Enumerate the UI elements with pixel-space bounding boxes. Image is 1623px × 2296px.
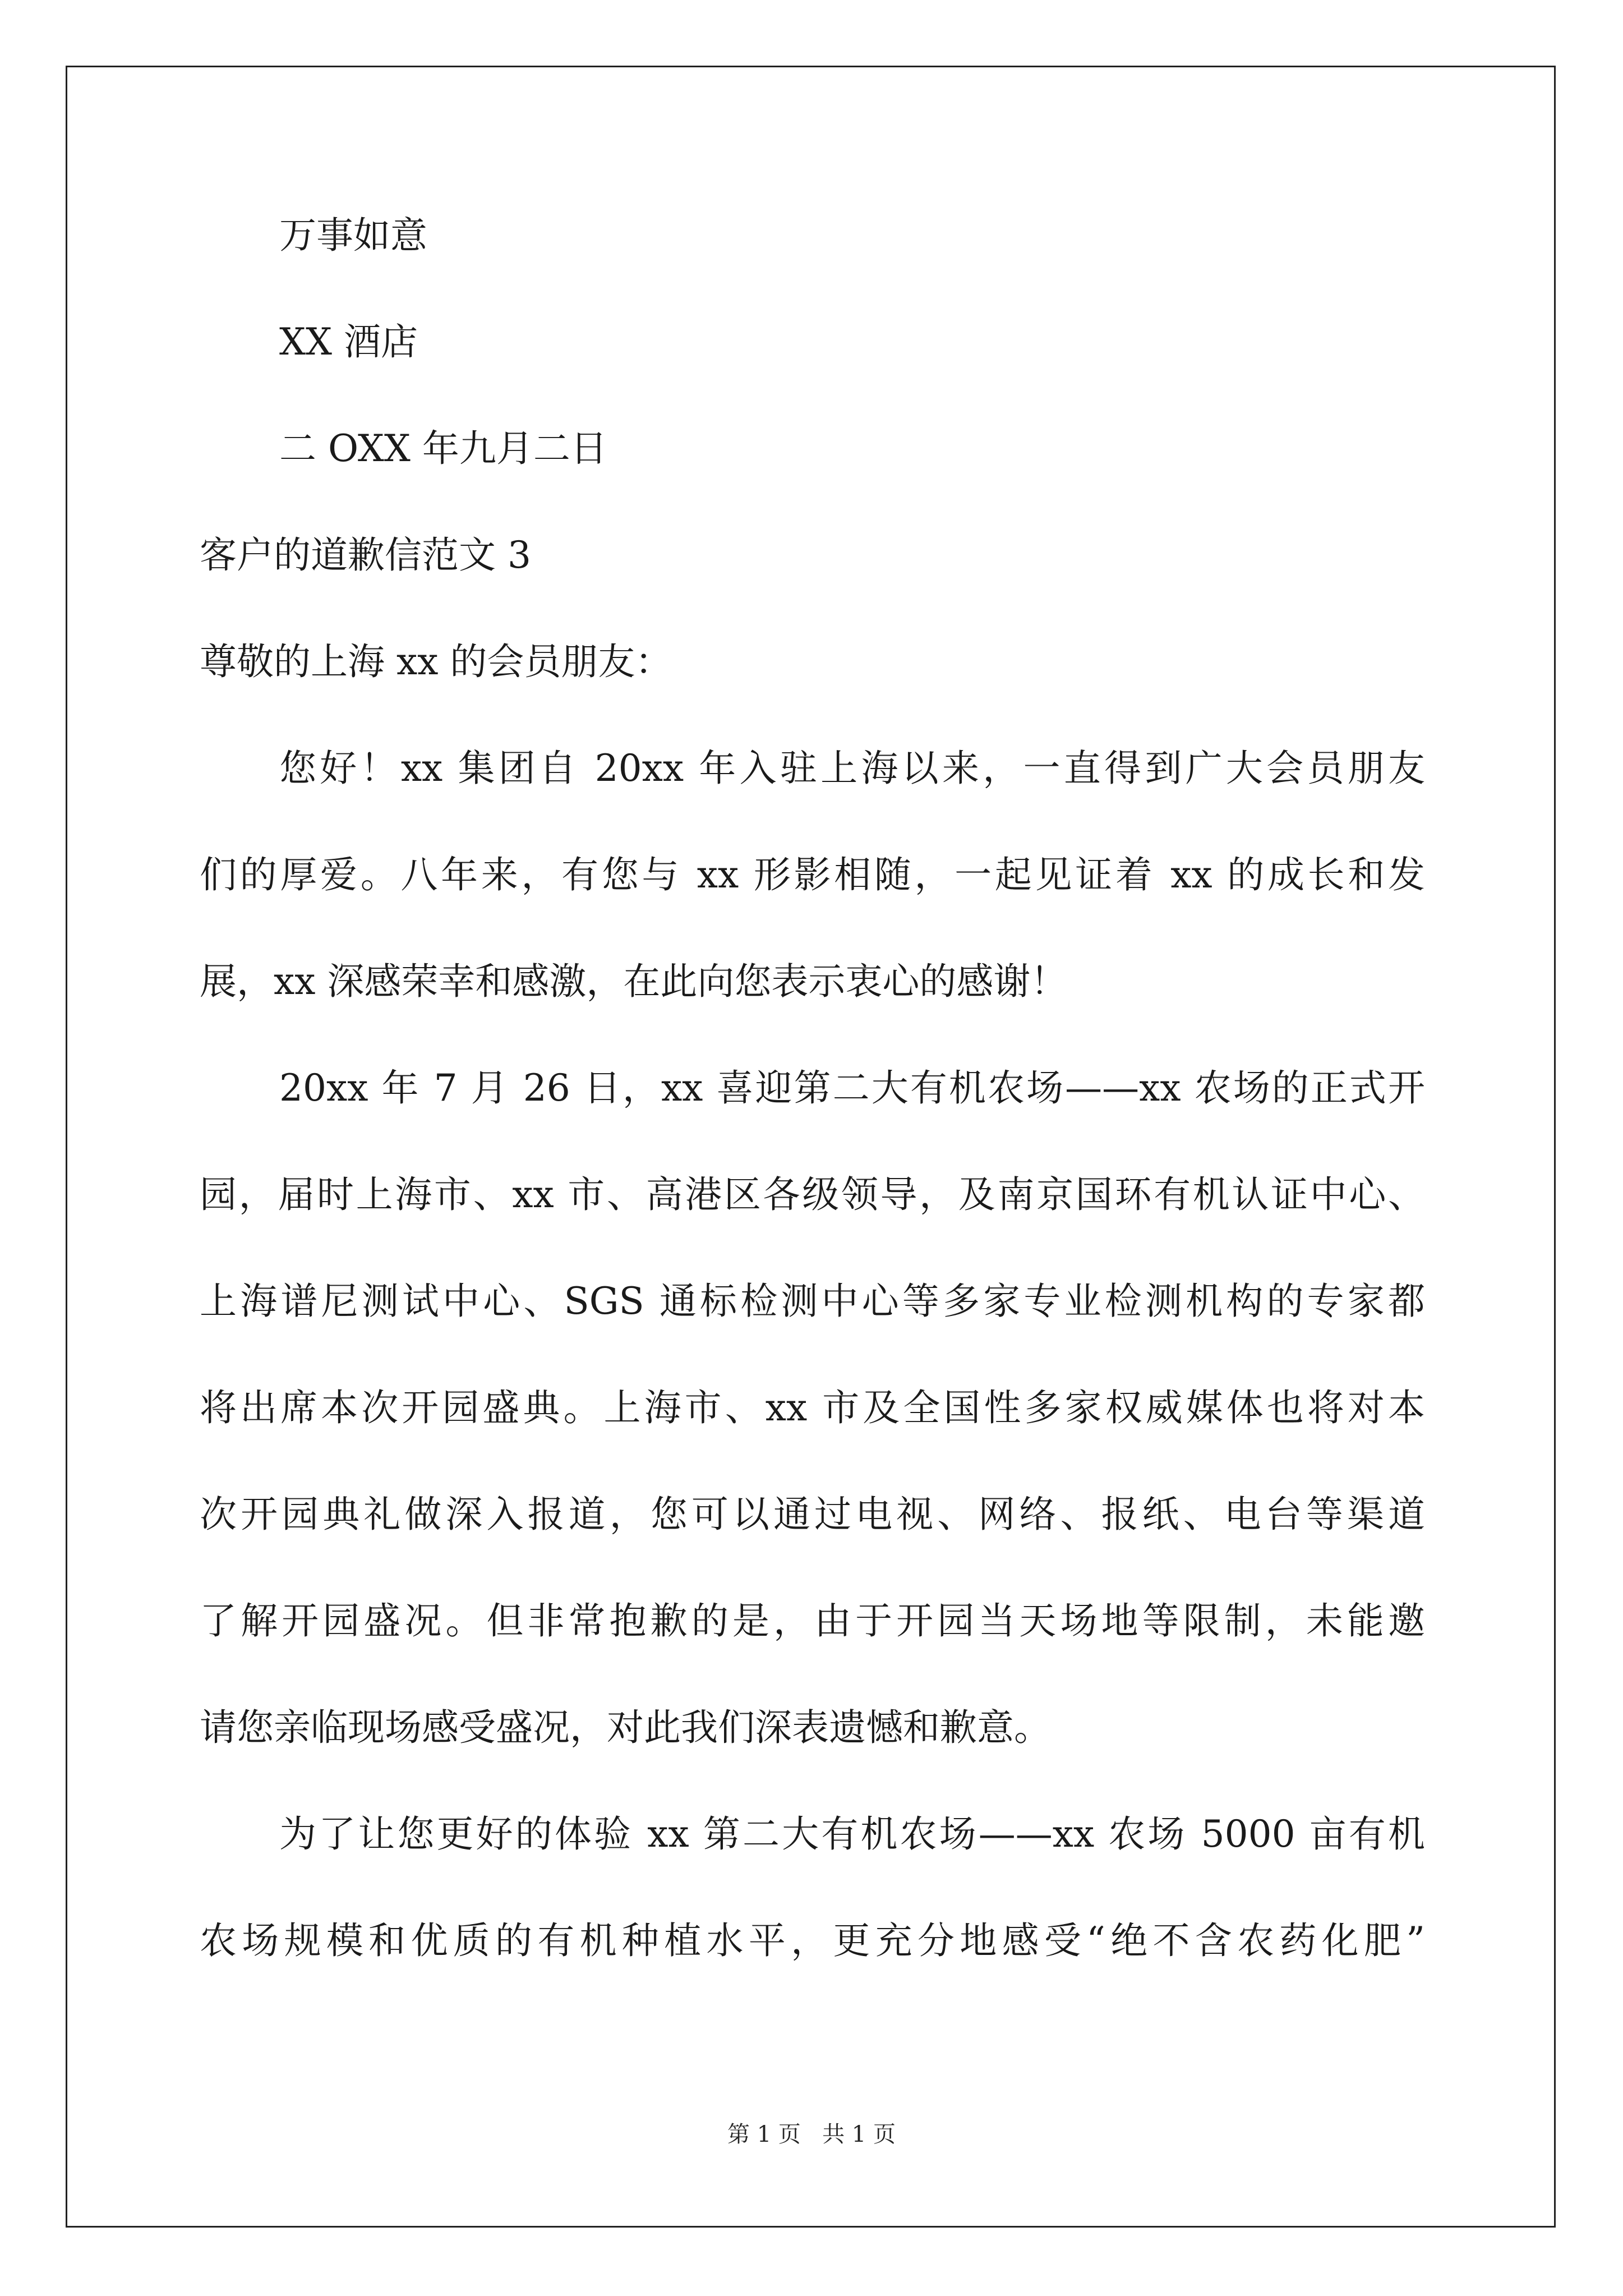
paragraph-2-line-3: 上海谱尼测试中心、SGS 通标检测中心等多家专业检测机构的专家都 — [200, 1280, 1425, 1323]
paragraph-3-line-2: 农场规模和优质的有机种植水平，更充分地感受“绝不含农药化肥” — [200, 1919, 1425, 1962]
page-number: 第 1 页 共 1 页 — [727, 2122, 896, 2147]
paragraph-3-line-1: 为了让您更好的体验 xx 第二大有机农场——xx 农场 5000 亩有机 — [279, 1812, 1425, 1856]
paragraph-2-line-4: 将出席本次开园盛典。上海市、xx 市及全国性多家权威媒体也将对本 — [200, 1386, 1425, 1429]
page-border — [66, 66, 1556, 2228]
closing-line: 万事如意 — [279, 214, 427, 257]
salutation: 尊敬的上海 xx 的会员朋友： — [200, 640, 672, 683]
paragraph-1-line-3: 展，xx 深感荣幸和感激，在此向您表示衷心的感谢！ — [200, 960, 1068, 1003]
signature-hotel: XX 酒店 — [279, 320, 418, 364]
paragraph-1-line-1: 您好！xx 集团自 20xx 年入驻上海以来，一直得到广大会员朋友 — [279, 747, 1425, 790]
paragraph-2-line-1: 20xx 年 7 月 26 日，xx 喜迎第二大有机农场——xx 农场的正式开 — [279, 1066, 1425, 1110]
paragraph-2-line-7: 请您亲临现场感受盛况，对此我们深表遗憾和歉意。 — [200, 1706, 1051, 1749]
paragraph-1-line-2: 们的厚爱。八年来，有您与 xx 形影相随，一起见证着 xx 的成长和发 — [200, 853, 1425, 896]
section-title: 客户的道歉信范文 3 — [200, 533, 531, 577]
paragraph-2-line-2: 园，届时上海市、xx 市、高港区各级领导，及南京国环有机认证中心、 — [200, 1173, 1425, 1216]
paragraph-2-line-6: 了解开园盛况。但非常抱歉的是，由于开园当天场地等限制，未能邀 — [200, 1599, 1425, 1642]
page-footer — [0, 2120, 1623, 2148]
signature-date: 二 OXX 年九月二日 — [279, 427, 607, 470]
paragraph-2-line-5: 次开园典礼做深入报道，您可以通过电视、网络、报纸、电台等渠道 — [200, 1493, 1425, 1536]
